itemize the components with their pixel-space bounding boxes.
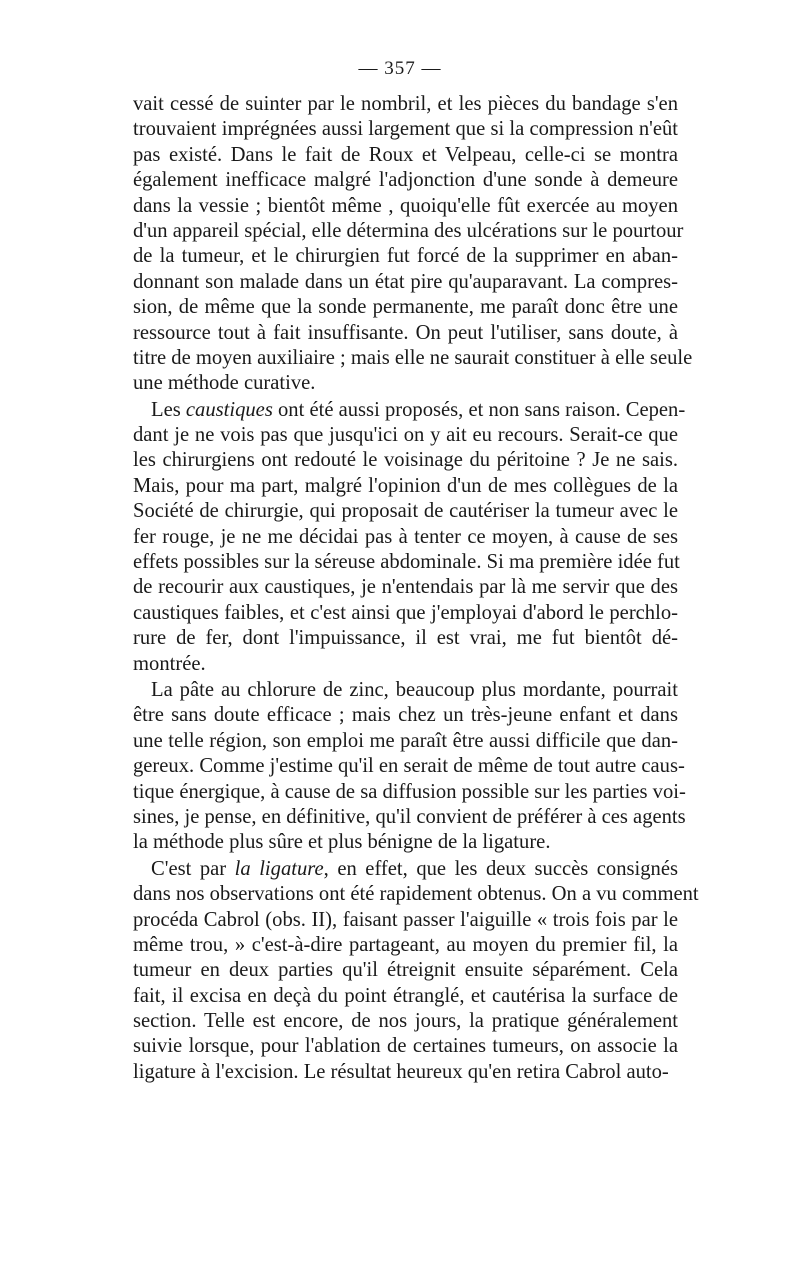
- paragraph: [133, 398, 686, 677]
- text-line: ressource tout à fait insuffisante. On peut l'utiliser, sans doute, à: [133, 321, 678, 344]
- text-line: dans la vessie ; bientôt même , quoiqu'elle fût exercée au moyen: [133, 194, 678, 217]
- body-text: [133, 92, 699, 1085]
- text-line: vait cessé de suinter par le nombril, et les pièces du bandage s'en: [133, 93, 678, 115]
- text-line: une méthode curative.: [133, 372, 316, 395]
- text-line: sion, de même que la sonde permanente, me paraît donc être une: [133, 296, 678, 319]
- text-line: ligature à l'excision. Le résultat heureux qu'en retira Cabrol auto-: [133, 1060, 669, 1083]
- text-line: trouvaient imprégnées aussi largement que si la compression n'eût: [133, 118, 678, 141]
- paragraph: [133, 92, 693, 397]
- text-line: suivie lorsque, pour l'ablation de certaines tumeurs, on associe la: [133, 1035, 678, 1058]
- text-line: d'un appareil spécial, elle détermina des ulcérations sur le pourtour: [133, 219, 684, 242]
- page-number: — 357 —: [358, 58, 442, 79]
- text-line: C'est par la ligature, en effet, que les deux succès consignés: [151, 857, 679, 880]
- text-line: de la tumeur, et le chirurgien fut forcé de la supprimer en aban-: [133, 245, 678, 268]
- text-line: Les caustiques ont été aussi proposés, et non sans raison. Cepen-: [151, 398, 686, 421]
- text-line: montrée.: [133, 652, 206, 675]
- text-line: également inefficace malgré l'adjonction d'une sonde à demeure: [133, 169, 678, 192]
- text-line: pas existé. Dans le fait de Roux et Velpeau, celle-ci se montra: [133, 143, 678, 166]
- text-line: sines, je pense, en définitive, qu'il convient de préférer à ces agents: [133, 805, 686, 828]
- emphasis: la ligature: [234, 857, 324, 880]
- text-line: rure de fer, dont l'impuissance, il est vrai, me fut bientôt dé-: [133, 627, 678, 650]
- paragraph: [133, 857, 699, 1086]
- text-line: dans nos observations ont été rapidement obtenus. On a vu comment: [133, 883, 699, 906]
- text-line: même trou, » c'est-à-dire partageant, au moyen du premier fil, la: [133, 933, 678, 956]
- text-line: dant je ne vois pas que jusqu'ici on y ait eu recours. Serait-ce que: [133, 424, 678, 447]
- text-line: être sans doute efficace ; mais chez un très-jeune enfant et dans: [133, 704, 678, 727]
- text-line: section. Telle est encore, de nos jours, la pratique généralement: [133, 1010, 678, 1033]
- text-line: les chirurgiens ont redouté le voisinage du péritoine ? Je ne sais.: [133, 449, 678, 472]
- text-line: Mais, pour ma part, malgré l'opinion d'un de mes collègues de la: [133, 474, 678, 497]
- text-line: de recourir aux caustiques, je n'entendais par là me servir que des: [133, 576, 678, 599]
- text-line: fait, il excisa en deçà du point étranglé, et cautérisa la surface de: [133, 984, 678, 1007]
- text-line: tique énergique, à cause de sa diffusion possible sur les parties voi-: [133, 780, 686, 803]
- text-line: effets possibles sur la séreuse abdominale. Si ma première idée fut: [133, 551, 680, 574]
- text-line: fer rouge, je ne me décidai pas à tenter ce moyen, à cause de ses: [133, 525, 678, 548]
- text-line: Société de chirurgie, qui proposait de cautériser la tumeur avec le: [133, 500, 678, 523]
- text-line: caustiques faibles, et c'est ainsi que j'employai d'abord le perchlo-: [133, 601, 678, 624]
- text-line: La pâte au chlorure de zinc, beaucoup plus mordante, pourrait: [151, 678, 678, 701]
- text-line: une telle région, son emploi me paraît être aussi difficile que dan-: [133, 729, 678, 752]
- text-line: donnant son malade dans un état pire qu'auparavant. La compres-: [133, 270, 678, 293]
- text-line: la méthode plus sûre et plus bénigne de la ligature.: [133, 831, 551, 854]
- text-line: gereux. Comme j'estime qu'il en serait de même de tout autre caus-: [133, 755, 685, 778]
- emphasis: caustiques: [185, 398, 273, 421]
- text-line: tumeur en deux parties qu'il étreignit ensuite séparément. Cela: [133, 959, 678, 982]
- text-line: procéda Cabrol (obs. II), faisant passer l'aiguille « trois fois par le: [133, 908, 678, 931]
- paragraph: [133, 678, 686, 856]
- text-line: titre de moyen auxiliaire ; mais elle ne saurait constituer à elle seule: [133, 346, 693, 369]
